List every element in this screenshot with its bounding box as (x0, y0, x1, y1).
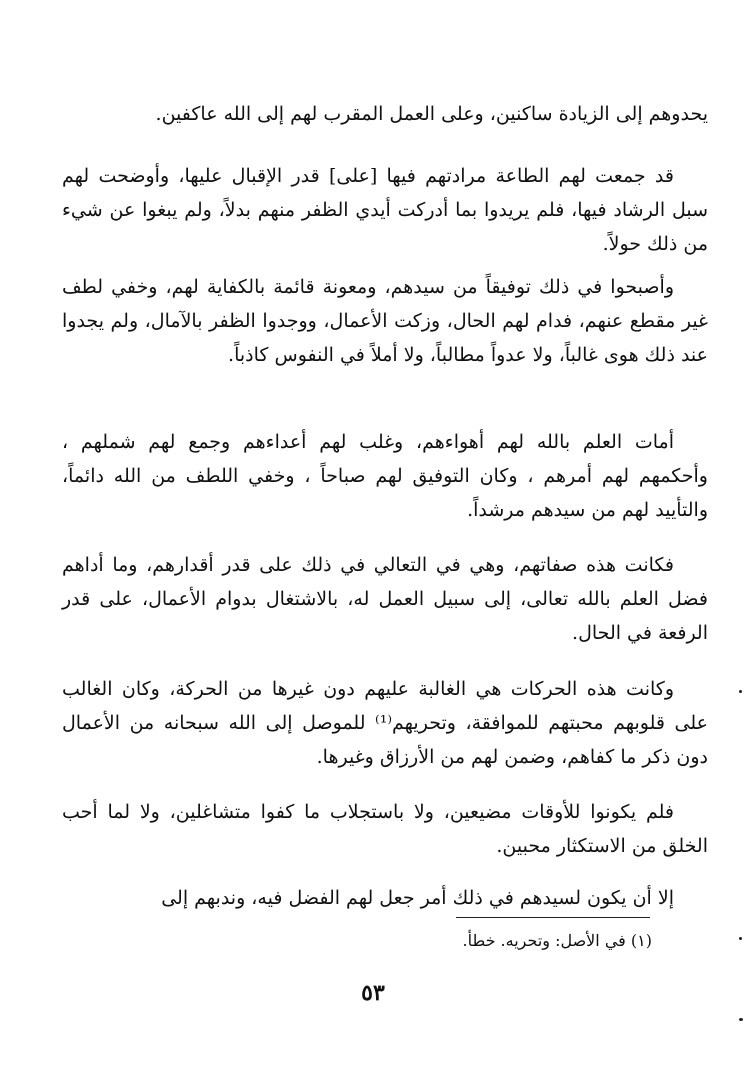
paragraph-7: فلم يكونوا للأوقات مضيعين، ولا باستجلاب ما كفوا متشاغلين، ولا لما أحب الخلق من الاستكثار محبين. (62, 801, 708, 857)
paragraph-6: وكانت هذه الحركات هي الغالبة عليهم دون غيرها من الحركة، وكان الغالب على قلوبهم محبتهم للموافقة، وتحريهم⁽¹⁾ للموصل إلى الله سبحانه من الأعمال دون ذكر ما كفاهم، وضمن لهم من الأرزاق وغيرها. (62, 678, 708, 768)
scan-speck (739, 1018, 743, 1021)
paragraph-4: أمات العلم بالله لهم أهواءهم، وغلب لهم أعداءهم وجمع لهم شملهم ، وأحكمهم لهم أمرهم ، وكان التوفيق لهم صباحاً ، وخفي اللطف من الله دائماً، والتأييد لهم من سيدهم مرشداً. (62, 431, 708, 521)
scan-speck (739, 690, 742, 693)
paragraph-5: فكانت هذه صفاتهم، وهي في التعالي في ذلك على قدر أقدارهم، وما أداهم فضل العلم بالله تعالى، إلى سبيل العمل له، بالاشتغال بدوام الأعمال، على قدر الرفعة في الحال. (62, 554, 708, 644)
paragraph-3: وأصبحوا في ذلك توفيقاً من سيدهم، ومعونة قائمة بالكفاية لهم، وخفي لطف غير مقطع عنهم، فدام لهم الحال، وزكت الأعمال، ووجدوا الظفر بالآمال، ولم يجدوا عند ذلك هوى غالباً، ولا عدواً مطالباً، ولا أملاً في النفوس كاذباً. (62, 276, 708, 366)
paragraph-2: قد جمعت لهم الطاعة مرادتهم فيها [على] قدر الإقبال عليها، وأوضحت لهم سبل الرشاد فيها، فلم يريدوا بما أدركت أيدي الظفر منهم بدلاً، ولم يبغوا عن شيء من ذلك حولاً. (62, 165, 708, 255)
footnote-divider (456, 917, 650, 918)
scan-speck (739, 937, 742, 940)
paragraph-continuation: يحدوهم إلى الزيادة ساكنين، وعلى العمل المقرب لهم إلى الله عاكفين. (155, 103, 708, 125)
footnote: (١) في الأصل: وتحريه. خطأ. (462, 931, 652, 950)
page-number: ٥٣ (361, 980, 385, 1006)
paragraph-8: إلا أن يكون لسيدهم في ذلك أمر جعل لهم الفضل فيه، وندبهم إلى (161, 887, 674, 909)
